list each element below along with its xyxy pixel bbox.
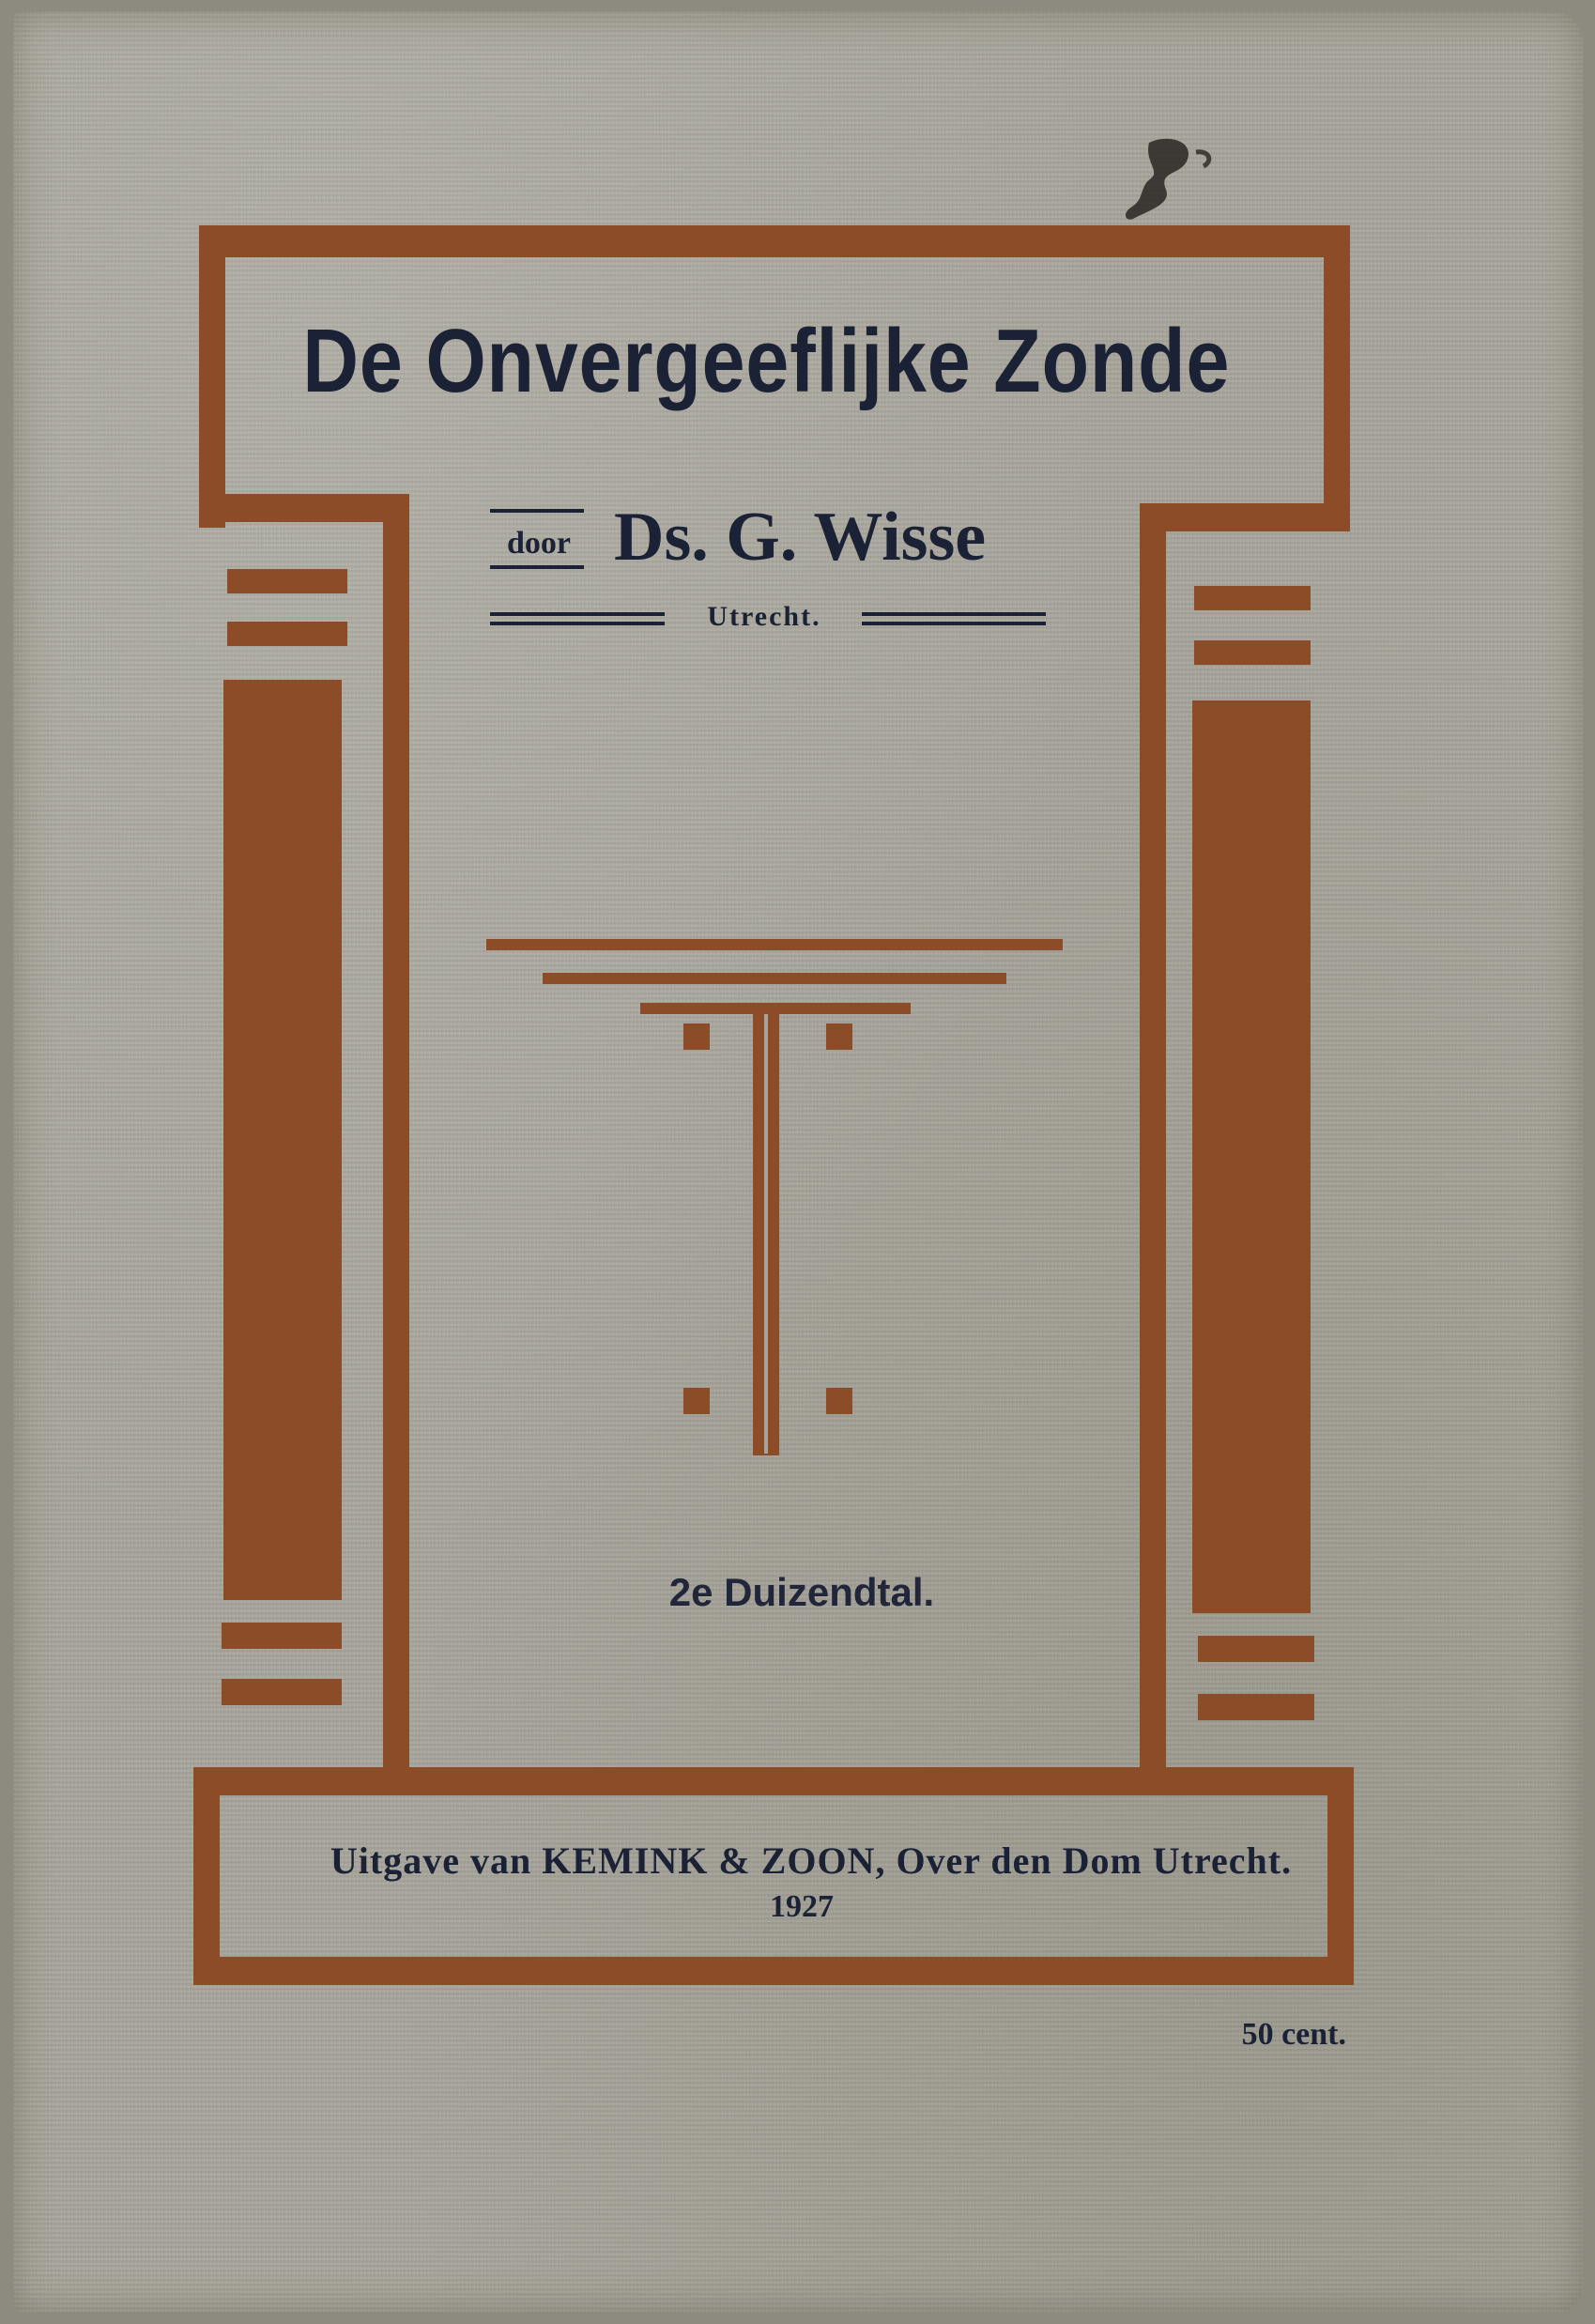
frame-right-elbow: [1140, 503, 1350, 531]
frame-top-bar: [199, 225, 1350, 257]
left-stripe-top-1: [227, 569, 347, 593]
t-ornament-line-2: [543, 973, 1006, 984]
right-stripe-top-2: [1194, 640, 1311, 665]
right-stripe-bottom-2: [1198, 1694, 1314, 1720]
city-rule-right-2: [862, 622, 1046, 625]
right-stripe-top-1: [1194, 586, 1311, 610]
book-title: De Onvergeeflijke Zonde: [302, 311, 1231, 411]
edition-label: 2e Duizendtal.: [668, 1570, 935, 1614]
publisher-box-left: [193, 1767, 220, 1985]
publisher-box-bottom: [193, 1957, 1354, 1985]
frame-left-elbow: [199, 494, 409, 522]
publisher-line: Uitgave van KEMINK & ZOON, Over den Dom Utrecht.: [330, 1839, 1293, 1882]
frame-top-left-arm: [199, 225, 225, 528]
t-ornament-square-bottom-right: [826, 1388, 852, 1414]
left-stripe-top-2: [227, 622, 347, 646]
t-ornament-stem-gap: [764, 1014, 768, 1454]
t-ornament-square-top-left: [683, 1023, 710, 1050]
price-label: 50 cent.: [1241, 2017, 1346, 2052]
publisher-box-top: [193, 1767, 1354, 1795]
author-city: Utrecht.: [707, 601, 821, 632]
right-pillar: [1192, 700, 1311, 1613]
frame-top-right-arm: [1324, 225, 1350, 528]
author-prefix: door: [507, 526, 571, 561]
city-rule-right-1: [862, 612, 1046, 616]
city-rule-left-1: [490, 612, 665, 616]
right-stripe-bottom-1: [1198, 1636, 1314, 1662]
left-stripe-bottom-2: [222, 1679, 342, 1705]
frame-inner-right-line: [1140, 503, 1166, 1780]
city-rule-left-2: [490, 622, 665, 625]
book-cover: [13, 11, 1583, 2312]
t-ornament-square-top-right: [826, 1023, 852, 1050]
frame-inner-left-line: [383, 494, 409, 1780]
author-name: Ds. G. Wisse: [614, 499, 987, 576]
door-rule-top: [490, 509, 584, 513]
t-ornament-square-bottom-left: [683, 1388, 710, 1414]
t-ornament-line-1: [486, 939, 1063, 950]
publication-year: 1927: [770, 1889, 834, 1924]
left-pillar: [223, 680, 342, 1600]
door-rule-bottom: [490, 565, 584, 569]
left-stripe-bottom-1: [222, 1623, 342, 1649]
